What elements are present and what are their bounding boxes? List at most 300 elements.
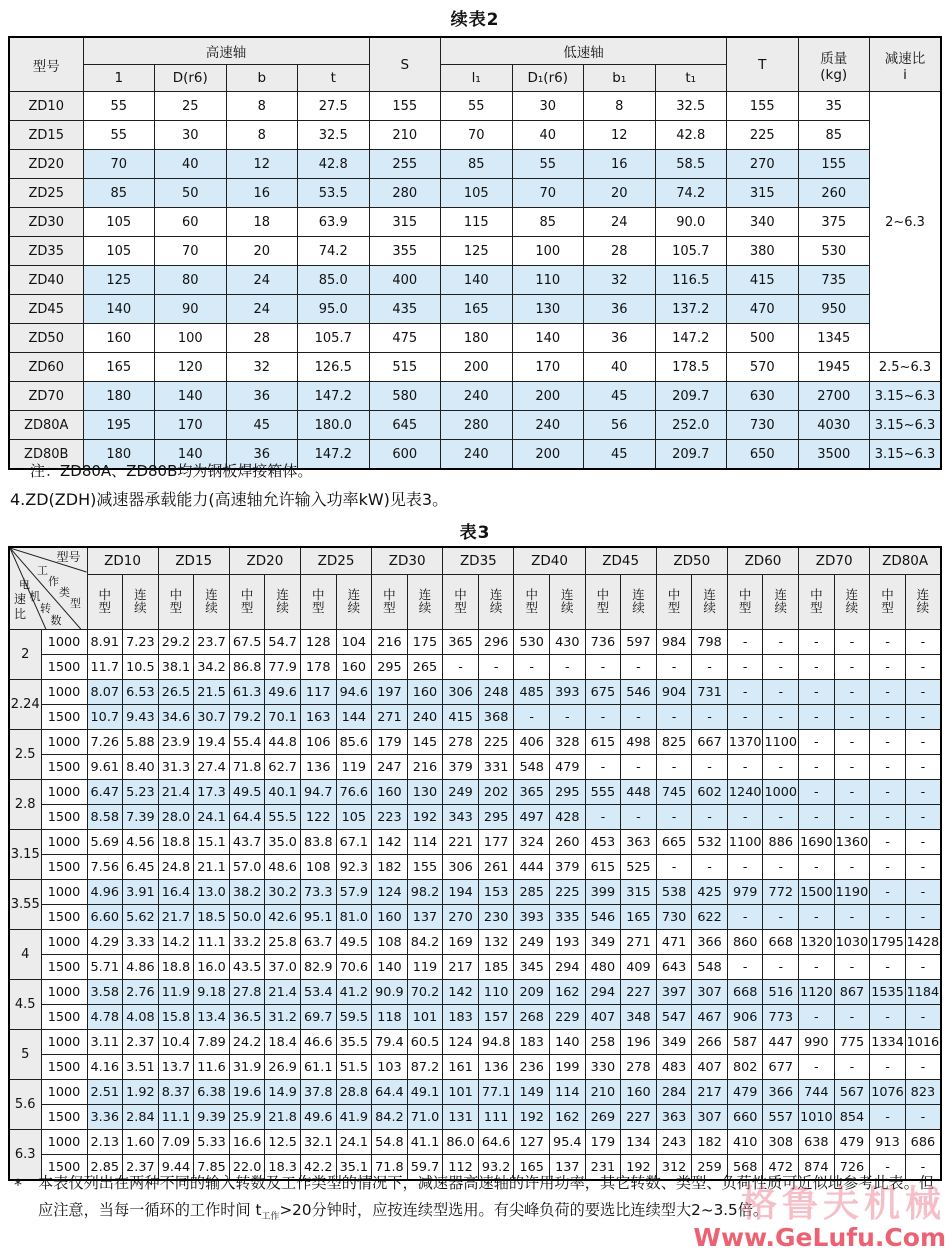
value-cell: 142	[372, 830, 408, 855]
value-cell: 24.1	[336, 1130, 372, 1155]
value-cell: 950	[798, 295, 870, 324]
value-cell: -	[621, 805, 657, 830]
value-cell: -	[799, 705, 835, 730]
value-cell: 8	[226, 92, 298, 121]
value-cell: 1345	[798, 324, 870, 353]
value-cell: -	[799, 855, 835, 880]
value-cell: 22.0	[229, 1155, 265, 1181]
value-cell: 147.2	[298, 382, 370, 411]
value-cell: 355	[369, 237, 441, 266]
value-cell: 428	[550, 805, 586, 830]
value-cell: -	[905, 1055, 941, 1080]
value-cell: 479	[834, 1130, 870, 1155]
value-cell: 375	[798, 208, 870, 237]
value-cell: -	[727, 680, 763, 705]
value-cell: 101	[443, 1080, 479, 1105]
value-cell: 567	[834, 1080, 870, 1105]
value-cell: 600	[369, 440, 441, 470]
value-cell: -	[799, 630, 835, 655]
value-cell: -	[799, 955, 835, 980]
dimension-spec-table-body	[9, 92, 941, 470]
value-cell: 516	[763, 980, 799, 1005]
value-cell: -	[692, 755, 728, 780]
value-cell: 69.7	[300, 1005, 336, 1030]
value-cell: 27.8	[229, 980, 265, 1005]
table-row	[9, 1005, 941, 1030]
value-cell: -	[763, 805, 799, 830]
value-cell: 183	[443, 1005, 479, 1030]
value-cell: 77.1	[478, 1080, 514, 1105]
value-cell: 160	[372, 905, 408, 930]
value-cell: -	[763, 905, 799, 930]
value-cell: -	[905, 1105, 941, 1130]
value-cell: -	[834, 1055, 870, 1080]
duty-header-label: 中型	[240, 587, 254, 615]
value-cell: 18.3	[265, 1155, 301, 1181]
value-cell: 98.2	[407, 880, 443, 905]
value-cell: 622	[692, 905, 728, 930]
value-cell: 252.0	[655, 411, 727, 440]
value-cell: -	[870, 655, 906, 680]
model-header: ZD30	[372, 547, 443, 575]
value-cell: -	[834, 905, 870, 930]
duty-header	[300, 575, 336, 630]
value-cell: -	[727, 630, 763, 655]
value-cell: 34.6	[158, 705, 194, 730]
value-cell: 515	[369, 353, 441, 382]
value-cell: -	[799, 655, 835, 680]
value-cell: 120	[155, 353, 227, 382]
value-cell: 1500	[799, 880, 835, 905]
value-cell: 180	[83, 382, 155, 411]
value-cell: 29.2	[158, 630, 194, 655]
ratio-cell: 2.8	[9, 780, 41, 830]
value-cell: 532	[692, 830, 728, 855]
model-header: ZD50	[656, 547, 727, 575]
ratio-cell: 2.5~6.3	[870, 353, 942, 382]
value-cell: -	[870, 955, 906, 980]
value-cell: 105	[83, 237, 155, 266]
value-cell: 340	[727, 208, 799, 237]
col-group-low-speed-shaft: 低速轴	[441, 37, 727, 65]
value-cell: -	[834, 855, 870, 880]
duty-header	[478, 575, 514, 630]
value-cell: 63.9	[298, 208, 370, 237]
duty-header-label: 连续	[561, 587, 574, 615]
value-cell: 49.6	[300, 1105, 336, 1130]
model-header: ZD60	[727, 547, 798, 575]
value-cell: 179	[372, 730, 408, 755]
value-cell: 162	[550, 1105, 586, 1130]
value-cell: 140	[155, 382, 227, 411]
value-cell: -	[905, 780, 941, 805]
model-header-row	[9, 547, 941, 575]
value-cell: 415	[443, 705, 479, 730]
power-capacity-table	[8, 546, 942, 1181]
value-cell: 71.8	[372, 1155, 408, 1181]
value-cell: 108	[372, 930, 408, 955]
table2-title: 续表2	[450, 10, 500, 30]
value-cell: 643	[656, 955, 692, 980]
value-cell: 55	[83, 92, 155, 121]
model-cell: ZD20	[9, 150, 83, 179]
table-row	[9, 353, 941, 382]
duty-header-label: 连续	[632, 587, 645, 615]
duty-header	[692, 575, 728, 630]
value-cell: 161	[443, 1055, 479, 1080]
value-cell: 216	[372, 630, 408, 655]
value-cell: 175	[407, 630, 443, 655]
table-row	[9, 150, 941, 179]
value-cell: 735	[798, 266, 870, 295]
value-cell: 775	[834, 1030, 870, 1055]
value-cell: 525	[621, 855, 657, 880]
value-cell: 294	[550, 955, 586, 980]
value-cell: 240	[441, 382, 513, 411]
value-cell: 155	[727, 92, 799, 121]
table3-footnote	[14, 1170, 936, 1231]
value-cell: 119	[407, 955, 443, 980]
value-cell: -	[478, 655, 514, 680]
value-cell: -	[763, 630, 799, 655]
value-cell: 243	[656, 1130, 692, 1155]
value-cell: -	[692, 705, 728, 730]
value-cell: -	[550, 705, 586, 730]
col-header-l: 1	[83, 65, 155, 92]
value-cell: 665	[656, 830, 692, 855]
ratio-cell: 5	[9, 1030, 41, 1080]
table-row	[9, 830, 941, 855]
value-cell: 686	[905, 1130, 941, 1155]
value-cell: 95.0	[298, 295, 370, 324]
value-cell: 667	[692, 730, 728, 755]
value-cell: 6.60	[87, 905, 123, 930]
value-cell: 131	[443, 1105, 479, 1130]
value-cell: 105	[441, 179, 513, 208]
value-cell: 165	[83, 353, 155, 382]
value-cell: 84.2	[372, 1105, 408, 1130]
value-cell: 32.5	[298, 121, 370, 150]
value-cell: 26.5	[158, 680, 194, 705]
value-cell: 7.85	[194, 1155, 230, 1181]
table-row	[9, 295, 941, 324]
value-cell: 153	[478, 880, 514, 905]
model-header: ZD45	[585, 547, 656, 575]
value-cell: 45	[584, 440, 656, 470]
value-cell: 37.8	[300, 1080, 336, 1105]
value-cell: 180	[441, 324, 513, 353]
value-cell: 30	[512, 92, 584, 121]
value-cell: 55.4	[229, 730, 265, 755]
value-cell: 32.5	[655, 92, 727, 121]
value-cell: 70	[83, 150, 155, 179]
value-cell: 74.2	[298, 237, 370, 266]
duty-header	[834, 575, 870, 630]
value-cell: 3.51	[123, 1055, 159, 1080]
value-cell: 1100	[763, 730, 799, 755]
value-cell: 21.1	[194, 855, 230, 880]
value-cell: -	[550, 655, 586, 680]
value-cell: 498	[621, 730, 657, 755]
table-row	[9, 955, 941, 980]
value-cell: -	[834, 680, 870, 705]
duty-header	[407, 575, 443, 630]
duty-header	[87, 575, 123, 630]
rpm-cell: 1000	[41, 680, 87, 705]
value-cell: 43.7	[229, 830, 265, 855]
duty-header-label: 连续	[774, 587, 788, 615]
section-4-heading: 4.ZD(ZDH)减速器承载能力(高速轴允许输入功率kW)见表3。	[10, 490, 449, 509]
table-row	[9, 680, 941, 705]
corner-label-motor-speed: 数	[50, 614, 62, 627]
value-cell: 216	[407, 755, 443, 780]
value-cell: 10.5	[123, 655, 159, 680]
value-cell: 8.58	[87, 805, 123, 830]
value-cell: 265	[407, 655, 443, 680]
value-cell: -	[905, 680, 941, 705]
value-cell: 675	[585, 680, 621, 705]
value-cell: 64.4	[229, 805, 265, 830]
value-cell: -	[834, 705, 870, 730]
value-cell: 249	[443, 780, 479, 805]
table-row	[9, 755, 941, 780]
duty-header-label: 中型	[525, 587, 538, 615]
value-cell: 196	[621, 1030, 657, 1055]
value-cell: 90.0	[655, 208, 727, 237]
value-cell: 137.2	[655, 295, 727, 324]
table-row	[9, 382, 941, 411]
value-cell: 16.6	[229, 1130, 265, 1155]
value-cell: 155	[407, 855, 443, 880]
value-cell: -	[905, 805, 941, 830]
value-cell: 37.0	[265, 955, 301, 980]
value-cell: 165	[514, 1155, 550, 1181]
value-cell: 330	[585, 1055, 621, 1080]
value-cell: 24.8	[158, 855, 194, 880]
value-cell: 114	[407, 830, 443, 855]
duty-header-label: 中型	[98, 587, 112, 615]
value-cell: 85	[441, 150, 513, 179]
value-cell: -	[905, 880, 941, 905]
value-cell: 38.1	[158, 655, 194, 680]
value-cell: 867	[834, 980, 870, 1005]
rpm-cell: 1500	[41, 1005, 87, 1030]
value-cell: 2.84	[123, 1105, 159, 1130]
value-cell: 197	[372, 680, 408, 705]
value-cell: 53.5	[298, 179, 370, 208]
value-cell: 106	[300, 730, 336, 755]
value-cell: -	[870, 1105, 906, 1130]
value-cell: 415	[727, 266, 799, 295]
value-cell: 95.4	[550, 1130, 586, 1155]
value-cell: 16	[584, 150, 656, 179]
value-cell: 160	[621, 1080, 657, 1105]
value-cell: 2.13	[87, 1130, 123, 1155]
value-cell: -	[834, 755, 870, 780]
rpm-cell: 1500	[41, 1105, 87, 1130]
value-cell: 28.8	[336, 1080, 372, 1105]
value-cell: 46.6	[300, 1030, 336, 1055]
value-cell: 124	[372, 880, 408, 905]
value-cell: -	[656, 755, 692, 780]
value-cell: 730	[656, 905, 692, 930]
value-cell: 13.7	[158, 1055, 194, 1080]
value-cell: 25.8	[265, 930, 301, 955]
value-cell: 5.33	[194, 1130, 230, 1155]
value-cell: 1945	[798, 353, 870, 382]
value-cell: 21.4	[158, 780, 194, 805]
value-cell: 5.88	[123, 730, 159, 755]
value-cell: 31.2	[265, 1005, 301, 1030]
duty-header	[372, 575, 408, 630]
value-cell: 28.0	[158, 805, 194, 830]
value-cell: 7.26	[87, 730, 123, 755]
corner-label-work-type: 类	[59, 586, 70, 599]
model-cell: ZD35	[9, 237, 83, 266]
value-cell: 49.6	[265, 680, 301, 705]
value-cell: 365	[443, 630, 479, 655]
value-cell: 231	[585, 1155, 621, 1181]
value-cell: 87.2	[407, 1055, 443, 1080]
value-cell: 744	[799, 1080, 835, 1105]
duty-header	[229, 575, 265, 630]
value-cell: 115	[441, 208, 513, 237]
value-cell: 19.4	[194, 730, 230, 755]
value-cell: 650	[727, 440, 799, 470]
model-cell: ZD25	[9, 179, 83, 208]
duty-header	[443, 575, 479, 630]
duty-header-label: 中型	[810, 587, 823, 615]
value-cell: 21.8	[265, 1105, 301, 1130]
value-cell: 155	[369, 92, 441, 121]
duty-header	[336, 575, 372, 630]
value-cell: 11.1	[194, 930, 230, 955]
value-cell: 140	[155, 440, 227, 470]
value-cell: 1370	[727, 730, 763, 755]
dimension-spec-table	[8, 36, 942, 470]
value-cell: 8	[584, 92, 656, 121]
ratio-cell: 3.55	[9, 880, 41, 930]
value-cell: 270	[727, 150, 799, 179]
value-cell: 56	[584, 411, 656, 440]
value-cell: 140	[441, 266, 513, 295]
value-cell: 147.2	[298, 440, 370, 470]
value-cell: 306	[443, 680, 479, 705]
rpm-cell: 1000	[41, 730, 87, 755]
value-cell: -	[905, 1155, 941, 1181]
value-cell: 731	[692, 680, 728, 705]
value-cell: 324	[514, 830, 550, 855]
duty-header	[123, 575, 159, 630]
value-cell: 111	[478, 1105, 514, 1130]
value-cell: 271	[621, 930, 657, 955]
value-cell: 40.1	[265, 780, 301, 805]
duty-header-label: 连续	[489, 587, 503, 615]
value-cell: 435	[369, 295, 441, 324]
value-cell: 49.1	[407, 1080, 443, 1105]
value-cell: 255	[369, 150, 441, 179]
value-cell: 49.5	[336, 930, 372, 955]
value-cell: 860	[727, 930, 763, 955]
value-cell: -	[870, 855, 906, 880]
value-cell: 331	[478, 755, 514, 780]
value-cell: 55.5	[265, 805, 301, 830]
value-cell: 160	[83, 324, 155, 353]
value-cell: 365	[514, 780, 550, 805]
model-cell: ZD10	[9, 92, 83, 121]
value-cell: 170	[155, 411, 227, 440]
value-cell: 180	[83, 440, 155, 470]
table-row	[9, 855, 941, 880]
value-cell: 467	[692, 1005, 728, 1030]
value-cell: 13.4	[194, 1005, 230, 1030]
table-row	[9, 208, 941, 237]
value-cell: 886	[763, 830, 799, 855]
value-cell: 409	[621, 955, 657, 980]
table-row	[9, 705, 941, 730]
value-cell: 15.8	[158, 1005, 194, 1030]
rpm-cell: 1500	[41, 705, 87, 730]
value-cell: 430	[550, 630, 586, 655]
value-cell: 70.1	[265, 705, 301, 730]
value-cell: 538	[656, 880, 692, 905]
value-cell: 660	[727, 1105, 763, 1130]
value-cell: -	[905, 655, 941, 680]
model-header: ZD15	[158, 547, 229, 575]
value-cell: 27.4	[194, 755, 230, 780]
value-cell: 280	[441, 411, 513, 440]
value-cell: 50.0	[229, 905, 265, 930]
value-cell: 140	[83, 295, 155, 324]
value-cell: -	[834, 805, 870, 830]
value-cell: 24	[226, 295, 298, 324]
col-header-d: D(r6)	[155, 65, 227, 92]
value-cell: 185	[478, 955, 514, 980]
value-cell: 9.44	[158, 1155, 194, 1181]
value-cell: 36.5	[229, 1005, 265, 1030]
value-cell: 127	[514, 1130, 550, 1155]
value-cell: 192	[621, 1155, 657, 1181]
value-cell: 345	[514, 955, 550, 980]
duty-header	[514, 575, 550, 630]
value-cell: 825	[656, 730, 692, 755]
value-cell: 21.5	[194, 680, 230, 705]
value-cell: 407	[692, 1055, 728, 1080]
rpm-cell: 1000	[41, 980, 87, 1005]
value-cell: 24	[584, 208, 656, 237]
value-cell: 112	[443, 1155, 479, 1181]
value-cell: 140	[550, 1030, 586, 1055]
model-cell: ZD50	[9, 324, 83, 353]
value-cell: 202	[478, 780, 514, 805]
value-cell: 9.61	[87, 755, 123, 780]
value-cell: 555	[585, 780, 621, 805]
value-cell: 9.43	[123, 705, 159, 730]
table-row	[9, 780, 941, 805]
value-cell: 194	[443, 880, 479, 905]
value-cell: 7.39	[123, 805, 159, 830]
value-cell: 546	[621, 680, 657, 705]
value-cell: 170	[512, 353, 584, 382]
value-cell: 42.8	[655, 121, 727, 150]
value-cell: 2.37	[123, 1155, 159, 1181]
value-cell: 119	[336, 755, 372, 780]
value-cell: 979	[727, 880, 763, 905]
power-capacity-table-body	[9, 630, 941, 1181]
corner-label-ratio: 比	[14, 607, 27, 621]
value-cell: 6.47	[87, 780, 123, 805]
value-cell: 278	[621, 1055, 657, 1080]
